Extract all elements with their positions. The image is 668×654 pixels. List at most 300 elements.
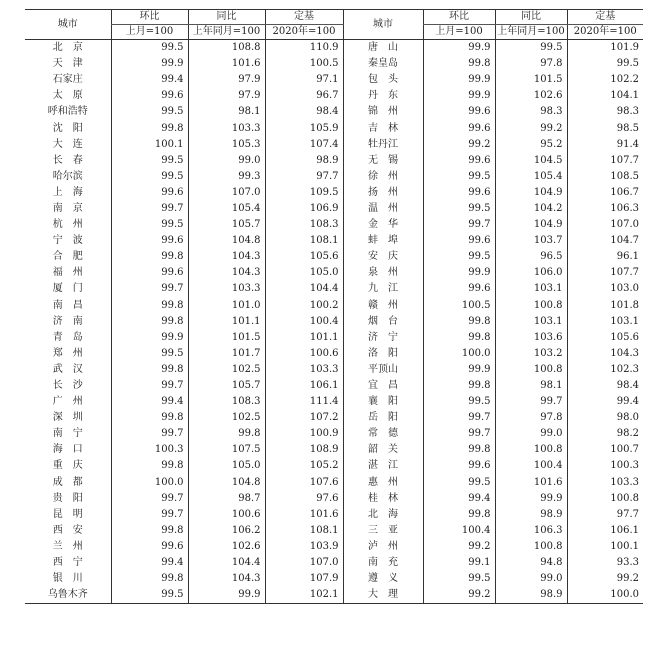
mom-value-left: 99.5 bbox=[111, 40, 188, 57]
yoy-value-right: 100.8 bbox=[495, 442, 567, 458]
yoy-value-right: 106.3 bbox=[495, 523, 567, 539]
table-row bbox=[25, 88, 643, 104]
yoy-value-left: 105.3 bbox=[188, 137, 265, 153]
yoy-value-left: 107.0 bbox=[188, 185, 265, 201]
fixed-value-left: 108.9 bbox=[265, 442, 343, 458]
header-city-left: 城市 bbox=[25, 10, 111, 40]
city-name-left: 乌鲁木齐 bbox=[25, 587, 111, 604]
yoy-value-left: 108.8 bbox=[188, 40, 265, 57]
city-name-left: 海 口 bbox=[52, 444, 83, 456]
fixed-value-right: 104.3 bbox=[567, 346, 643, 362]
yoy-value-left: 101.1 bbox=[188, 314, 265, 330]
fixed-value-left: 97.1 bbox=[265, 72, 343, 88]
mom-value-left: 100.0 bbox=[111, 475, 188, 491]
yoy-value-right: 98.1 bbox=[495, 378, 567, 394]
fixed-value-right: 107.7 bbox=[567, 153, 643, 169]
yoy-value-right: 104.2 bbox=[495, 201, 567, 217]
header-fixed-base-right: 2020年=100 bbox=[567, 25, 643, 40]
table-row bbox=[25, 217, 643, 233]
yoy-value-right: 103.7 bbox=[495, 233, 567, 249]
mom-value-right: 99.2 bbox=[423, 587, 495, 604]
header-yoy-base-left: 上年同月=100 bbox=[188, 25, 265, 40]
yoy-value-left: 98.7 bbox=[188, 491, 265, 507]
mom-value-right: 100.5 bbox=[423, 298, 495, 314]
fixed-value-left: 107.2 bbox=[265, 410, 343, 426]
mom-value-left: 99.5 bbox=[111, 587, 188, 604]
fixed-value-left: 107.9 bbox=[265, 571, 343, 587]
table-row bbox=[25, 153, 643, 169]
mom-value-right: 99.1 bbox=[423, 555, 495, 571]
fixed-value-right: 99.5 bbox=[567, 56, 643, 72]
table-row bbox=[25, 507, 643, 523]
mom-value-right: 99.5 bbox=[423, 169, 495, 185]
mom-value-right: 99.5 bbox=[423, 394, 495, 410]
fixed-value-right: 98.3 bbox=[567, 104, 643, 120]
city-name-left: 太 原 bbox=[52, 90, 83, 102]
city-name-left: 大 连 bbox=[52, 138, 83, 150]
fixed-value-left: 105.2 bbox=[265, 458, 343, 474]
mom-value-right: 99.8 bbox=[423, 314, 495, 330]
mom-value-left: 99.7 bbox=[111, 378, 188, 394]
fixed-value-right: 103.3 bbox=[567, 475, 643, 491]
yoy-value-left: 99.3 bbox=[188, 169, 265, 185]
fixed-value-left: 103.3 bbox=[265, 362, 343, 378]
mom-value-left: 99.4 bbox=[111, 394, 188, 410]
fixed-value-left: 98.4 bbox=[265, 104, 343, 120]
city-name-left: 厦 门 bbox=[52, 283, 83, 295]
mom-value-right: 100.0 bbox=[423, 346, 495, 362]
city-name-left: 合 肥 bbox=[52, 251, 83, 263]
header-fixed-right: 定基 bbox=[567, 10, 643, 25]
table-row bbox=[25, 394, 643, 410]
fixed-value-left: 110.9 bbox=[265, 40, 343, 57]
fixed-value-right: 107.7 bbox=[567, 265, 643, 281]
city-name-right: 桂 林 bbox=[343, 491, 423, 507]
table-row bbox=[25, 56, 643, 72]
fixed-value-left: 101.6 bbox=[265, 507, 343, 523]
mom-value-left: 99.6 bbox=[111, 539, 188, 555]
mom-value-right: 99.4 bbox=[423, 491, 495, 507]
yoy-value-right: 102.6 bbox=[495, 88, 567, 104]
mom-value-right: 99.9 bbox=[423, 362, 495, 378]
yoy-value-left: 105.7 bbox=[188, 378, 265, 394]
city-name-left: 杭 州 bbox=[52, 219, 83, 231]
mom-value-left: 100.1 bbox=[111, 137, 188, 153]
mom-value-right: 99.6 bbox=[423, 185, 495, 201]
mom-value-right: 99.6 bbox=[423, 153, 495, 169]
header-yoy-right: 同比 bbox=[495, 10, 567, 25]
yoy-value-right: 100.8 bbox=[495, 539, 567, 555]
city-name-right: 襄 阳 bbox=[343, 394, 423, 410]
mom-value-left: 99.7 bbox=[111, 507, 188, 523]
city-name-left: 西 安 bbox=[52, 524, 83, 536]
fixed-value-right: 106.1 bbox=[567, 523, 643, 539]
city-name-right: 扬 州 bbox=[343, 185, 423, 201]
fixed-value-right: 100.7 bbox=[567, 442, 643, 458]
table-row bbox=[25, 491, 643, 507]
mom-value-left: 99.8 bbox=[111, 362, 188, 378]
fixed-value-right: 98.5 bbox=[567, 120, 643, 136]
mom-value-right: 99.5 bbox=[423, 571, 495, 587]
city-name-right: 秦皇岛 bbox=[343, 56, 423, 72]
city-name-left: 福 州 bbox=[52, 267, 83, 279]
fixed-value-right: 100.1 bbox=[567, 539, 643, 555]
city-name-left: 昆 明 bbox=[52, 508, 83, 520]
fixed-value-left: 111.4 bbox=[265, 394, 343, 410]
mom-value-left: 99.5 bbox=[111, 153, 188, 169]
city-name-left: 沈 阳 bbox=[52, 122, 83, 134]
fixed-value-right: 91.4 bbox=[567, 137, 643, 153]
city-name-left: 北 京 bbox=[52, 42, 83, 54]
city-name-right: 金 华 bbox=[343, 217, 423, 233]
mom-value-left: 99.8 bbox=[111, 120, 188, 136]
fixed-value-left: 108.1 bbox=[265, 233, 343, 249]
fixed-value-right: 100.0 bbox=[567, 587, 643, 604]
mom-value-right: 99.6 bbox=[423, 281, 495, 297]
fixed-value-left: 101.1 bbox=[265, 330, 343, 346]
table-row bbox=[25, 587, 643, 604]
fixed-value-left: 97.6 bbox=[265, 491, 343, 507]
mom-value-left: 99.4 bbox=[111, 555, 188, 571]
mom-value-left: 99.6 bbox=[111, 185, 188, 201]
mom-value-left: 99.9 bbox=[111, 56, 188, 72]
yoy-value-right: 103.2 bbox=[495, 346, 567, 362]
table-row bbox=[25, 40, 643, 57]
header-mom-left: 环比 bbox=[111, 10, 188, 25]
city-name-left: 深 圳 bbox=[52, 412, 83, 424]
yoy-value-right: 98.9 bbox=[495, 507, 567, 523]
table-row bbox=[25, 475, 643, 491]
mom-value-left: 99.5 bbox=[111, 346, 188, 362]
fixed-value-left: 100.5 bbox=[265, 56, 343, 72]
mom-value-left: 99.7 bbox=[111, 426, 188, 442]
yoy-value-right: 98.9 bbox=[495, 587, 567, 604]
mom-value-right: 99.2 bbox=[423, 137, 495, 153]
fixed-value-left: 107.6 bbox=[265, 475, 343, 491]
fixed-value-right: 93.3 bbox=[567, 555, 643, 571]
mom-value-left: 99.6 bbox=[111, 88, 188, 104]
city-name-right: 大 理 bbox=[343, 587, 423, 604]
yoy-value-left: 99.8 bbox=[188, 426, 265, 442]
header-city-right: 城市 bbox=[343, 10, 423, 40]
city-name-left: 武 汉 bbox=[52, 363, 83, 375]
yoy-value-right: 98.3 bbox=[495, 104, 567, 120]
yoy-value-left: 103.3 bbox=[188, 281, 265, 297]
city-name-right: 九 江 bbox=[343, 281, 423, 297]
fixed-value-left: 103.9 bbox=[265, 539, 343, 555]
city-name-left: 呼和浩特 bbox=[47, 106, 88, 118]
fixed-value-right: 106.7 bbox=[567, 185, 643, 201]
yoy-value-left: 100.6 bbox=[188, 507, 265, 523]
yoy-value-left: 106.2 bbox=[188, 523, 265, 539]
data-table bbox=[25, 9, 643, 604]
city-name-right: 宜 昌 bbox=[343, 378, 423, 394]
mom-value-right: 99.7 bbox=[423, 217, 495, 233]
yoy-value-right: 101.6 bbox=[495, 475, 567, 491]
city-name-right: 锦 州 bbox=[343, 104, 423, 120]
city-name-left: 银 川 bbox=[52, 573, 83, 585]
header-yoy-left: 同比 bbox=[188, 10, 265, 25]
table-row bbox=[25, 555, 643, 571]
city-name-right: 北 海 bbox=[343, 507, 423, 523]
price-index-table bbox=[25, 9, 643, 604]
yoy-value-left: 104.8 bbox=[188, 233, 265, 249]
fixed-value-right: 102.2 bbox=[567, 72, 643, 88]
yoy-value-right: 103.6 bbox=[495, 330, 567, 346]
fixed-value-left: 108.1 bbox=[265, 523, 343, 539]
mom-value-right: 99.2 bbox=[423, 539, 495, 555]
city-name-right: 湛 江 bbox=[343, 458, 423, 474]
table-row bbox=[25, 523, 643, 539]
city-name-left: 上 海 bbox=[52, 186, 83, 198]
city-name-left: 长 沙 bbox=[52, 380, 83, 392]
fixed-value-right: 99.2 bbox=[567, 571, 643, 587]
yoy-value-right: 104.9 bbox=[495, 185, 567, 201]
fixed-value-left: 97.7 bbox=[265, 169, 343, 185]
mom-value-left: 99.9 bbox=[111, 330, 188, 346]
mom-value-left: 99.7 bbox=[111, 201, 188, 217]
fixed-value-right: 99.4 bbox=[567, 394, 643, 410]
table-row bbox=[25, 571, 643, 587]
yoy-value-left: 105.7 bbox=[188, 217, 265, 233]
yoy-value-right: 99.0 bbox=[495, 426, 567, 442]
city-name-left: 宁 波 bbox=[52, 235, 83, 247]
city-name-right: 赣 州 bbox=[343, 298, 423, 314]
yoy-value-right: 96.5 bbox=[495, 249, 567, 265]
city-name-right: 遵 义 bbox=[343, 571, 423, 587]
fixed-value-left: 100.6 bbox=[265, 346, 343, 362]
fixed-value-left: 100.4 bbox=[265, 314, 343, 330]
city-name-right: 徐 州 bbox=[343, 169, 423, 185]
mom-value-right: 99.6 bbox=[423, 233, 495, 249]
fixed-value-right: 104.1 bbox=[567, 88, 643, 104]
city-name-right: 济 宁 bbox=[343, 330, 423, 346]
fixed-value-right: 100.3 bbox=[567, 458, 643, 474]
fixed-value-left: 100.9 bbox=[265, 426, 343, 442]
fixed-value-left: 104.4 bbox=[265, 281, 343, 297]
fixed-value-left: 96.7 bbox=[265, 88, 343, 104]
city-name-right: 无 锡 bbox=[343, 153, 423, 169]
city-name-left: 成 都 bbox=[52, 476, 83, 488]
mom-value-left: 100.3 bbox=[111, 442, 188, 458]
header-mom-right: 环比 bbox=[423, 10, 495, 25]
fixed-value-right: 96.1 bbox=[567, 249, 643, 265]
yoy-value-left: 98.1 bbox=[188, 104, 265, 120]
yoy-value-right: 104.9 bbox=[495, 217, 567, 233]
fixed-value-right: 108.5 bbox=[567, 169, 643, 185]
fixed-value-right: 98.4 bbox=[567, 378, 643, 394]
table-row bbox=[25, 426, 643, 442]
mom-value-left: 99.6 bbox=[111, 265, 188, 281]
city-name-left: 石家庄 bbox=[52, 74, 83, 86]
mom-value-right: 99.7 bbox=[423, 410, 495, 426]
city-name-left: 天 津 bbox=[52, 58, 83, 70]
mom-value-left: 99.7 bbox=[111, 281, 188, 297]
mom-value-right: 99.8 bbox=[423, 442, 495, 458]
yoy-value-right: 99.2 bbox=[495, 120, 567, 136]
yoy-value-right: 99.0 bbox=[495, 571, 567, 587]
table-row bbox=[25, 378, 643, 394]
header-yoy-base-right: 上年同月=100 bbox=[495, 25, 567, 40]
yoy-value-right: 99.5 bbox=[495, 40, 567, 57]
fixed-value-left: 107.4 bbox=[265, 137, 343, 153]
table-row bbox=[25, 72, 643, 88]
table-row bbox=[25, 265, 643, 281]
fixed-value-left: 98.9 bbox=[265, 153, 343, 169]
fixed-value-left: 108.3 bbox=[265, 217, 343, 233]
table-body bbox=[25, 40, 643, 604]
table-row bbox=[25, 539, 643, 555]
mom-value-right: 99.8 bbox=[423, 56, 495, 72]
mom-value-left: 99.8 bbox=[111, 571, 188, 587]
mom-value-right: 99.9 bbox=[423, 72, 495, 88]
city-name-left: 济 南 bbox=[52, 315, 83, 327]
table-row bbox=[25, 298, 643, 314]
city-name-right: 常 德 bbox=[343, 426, 423, 442]
city-name-left: 广 州 bbox=[52, 396, 83, 408]
city-name-right: 平顶山 bbox=[343, 362, 423, 378]
yoy-value-right: 105.4 bbox=[495, 169, 567, 185]
city-name-right: 吉 林 bbox=[343, 120, 423, 136]
yoy-value-left: 101.0 bbox=[188, 298, 265, 314]
city-name-right: 蚌 埠 bbox=[343, 233, 423, 249]
fixed-value-right: 107.0 bbox=[567, 217, 643, 233]
yoy-value-left: 101.7 bbox=[188, 346, 265, 362]
table-row bbox=[25, 346, 643, 362]
fixed-value-right: 97.7 bbox=[567, 507, 643, 523]
city-name-left: 哈尔滨 bbox=[52, 170, 83, 182]
mom-value-left: 99.8 bbox=[111, 523, 188, 539]
fixed-value-left: 109.5 bbox=[265, 185, 343, 201]
yoy-value-right: 104.5 bbox=[495, 153, 567, 169]
table-row bbox=[25, 169, 643, 185]
mom-value-right: 99.5 bbox=[423, 201, 495, 217]
table-row bbox=[25, 281, 643, 297]
table-row bbox=[25, 137, 643, 153]
city-name-left: 西 宁 bbox=[52, 557, 83, 569]
yoy-value-left: 104.3 bbox=[188, 249, 265, 265]
header-fixed-base-left: 2020年=100 bbox=[265, 25, 343, 40]
city-name-right: 温 州 bbox=[343, 201, 423, 217]
fixed-value-right: 103.1 bbox=[567, 314, 643, 330]
fixed-value-right: 98.2 bbox=[567, 426, 643, 442]
mom-value-left: 99.7 bbox=[111, 491, 188, 507]
city-name-right: 丹 东 bbox=[343, 88, 423, 104]
city-name-right: 三 亚 bbox=[343, 523, 423, 539]
yoy-value-left: 107.5 bbox=[188, 442, 265, 458]
yoy-value-right: 101.5 bbox=[495, 72, 567, 88]
fixed-value-left: 100.2 bbox=[265, 298, 343, 314]
header-mom-base-right: 上月=100 bbox=[423, 25, 495, 40]
fixed-value-left: 106.1 bbox=[265, 378, 343, 394]
city-name-left: 重 庆 bbox=[52, 460, 83, 472]
yoy-value-left: 108.3 bbox=[188, 394, 265, 410]
table-header bbox=[25, 10, 643, 40]
fixed-value-right: 104.7 bbox=[567, 233, 643, 249]
mom-value-left: 99.8 bbox=[111, 458, 188, 474]
yoy-value-left: 105.4 bbox=[188, 201, 265, 217]
city-name-right: 泉 州 bbox=[343, 265, 423, 281]
city-name-right: 包 头 bbox=[343, 72, 423, 88]
fixed-value-right: 101.9 bbox=[567, 40, 643, 57]
mom-value-right: 99.9 bbox=[423, 265, 495, 281]
yoy-value-left: 102.5 bbox=[188, 362, 265, 378]
fixed-value-right: 106.3 bbox=[567, 201, 643, 217]
city-name-left: 南 京 bbox=[52, 202, 83, 214]
fixed-value-left: 102.1 bbox=[265, 587, 343, 604]
mom-value-right: 99.6 bbox=[423, 120, 495, 136]
city-name-left: 南 宁 bbox=[52, 428, 83, 440]
fixed-value-right: 101.8 bbox=[567, 298, 643, 314]
header-mom-base-left: 上月=100 bbox=[111, 25, 188, 40]
yoy-value-left: 105.0 bbox=[188, 458, 265, 474]
mom-value-left: 99.4 bbox=[111, 72, 188, 88]
yoy-value-left: 99.0 bbox=[188, 153, 265, 169]
yoy-value-left: 102.5 bbox=[188, 410, 265, 426]
mom-value-right: 99.5 bbox=[423, 475, 495, 491]
fixed-value-right: 98.0 bbox=[567, 410, 643, 426]
fixed-value-left: 105.0 bbox=[265, 265, 343, 281]
mom-value-right: 99.9 bbox=[423, 88, 495, 104]
fixed-value-left: 105.9 bbox=[265, 120, 343, 136]
mom-value-right: 99.6 bbox=[423, 104, 495, 120]
yoy-value-right: 106.0 bbox=[495, 265, 567, 281]
city-name-right: 牡丹江 bbox=[343, 137, 423, 153]
city-name-right: 岳 阳 bbox=[343, 410, 423, 426]
yoy-value-left: 101.6 bbox=[188, 56, 265, 72]
fixed-value-right: 105.6 bbox=[567, 330, 643, 346]
city-name-right: 烟 台 bbox=[343, 314, 423, 330]
city-name-left: 青 岛 bbox=[52, 331, 83, 343]
header-fixed-left: 定基 bbox=[265, 10, 343, 25]
fixed-value-right: 100.8 bbox=[567, 491, 643, 507]
yoy-value-right: 94.8 bbox=[495, 555, 567, 571]
table-row bbox=[25, 201, 643, 217]
yoy-value-right: 99.9 bbox=[495, 491, 567, 507]
mom-value-right: 99.9 bbox=[423, 40, 495, 57]
mom-value-left: 99.5 bbox=[111, 169, 188, 185]
fixed-value-left: 106.9 bbox=[265, 201, 343, 217]
mom-value-left: 99.8 bbox=[111, 314, 188, 330]
fixed-value-left: 107.0 bbox=[265, 555, 343, 571]
table-row bbox=[25, 410, 643, 426]
yoy-value-left: 104.4 bbox=[188, 555, 265, 571]
yoy-value-right: 103.1 bbox=[495, 281, 567, 297]
city-name-right: 南 充 bbox=[343, 555, 423, 571]
mom-value-left: 99.5 bbox=[111, 217, 188, 233]
fixed-value-left: 105.6 bbox=[265, 249, 343, 265]
city-name-left: 南 昌 bbox=[52, 299, 83, 311]
mom-value-right: 99.8 bbox=[423, 378, 495, 394]
mom-value-left: 99.8 bbox=[111, 249, 188, 265]
fixed-value-right: 102.3 bbox=[567, 362, 643, 378]
table-row bbox=[25, 330, 643, 346]
mom-value-left: 99.5 bbox=[111, 104, 188, 120]
fixed-value-right: 103.0 bbox=[567, 281, 643, 297]
yoy-value-left: 102.6 bbox=[188, 539, 265, 555]
yoy-value-left: 99.9 bbox=[188, 587, 265, 604]
table-row bbox=[25, 458, 643, 474]
yoy-value-left: 104.8 bbox=[188, 475, 265, 491]
city-name-right: 泸 州 bbox=[343, 539, 423, 555]
mom-value-right: 99.8 bbox=[423, 507, 495, 523]
yoy-value-right: 103.1 bbox=[495, 314, 567, 330]
yoy-value-right: 95.2 bbox=[495, 137, 567, 153]
mom-value-right: 100.4 bbox=[423, 523, 495, 539]
yoy-value-left: 104.3 bbox=[188, 265, 265, 281]
yoy-value-left: 97.9 bbox=[188, 72, 265, 88]
yoy-value-right: 100.8 bbox=[495, 362, 567, 378]
